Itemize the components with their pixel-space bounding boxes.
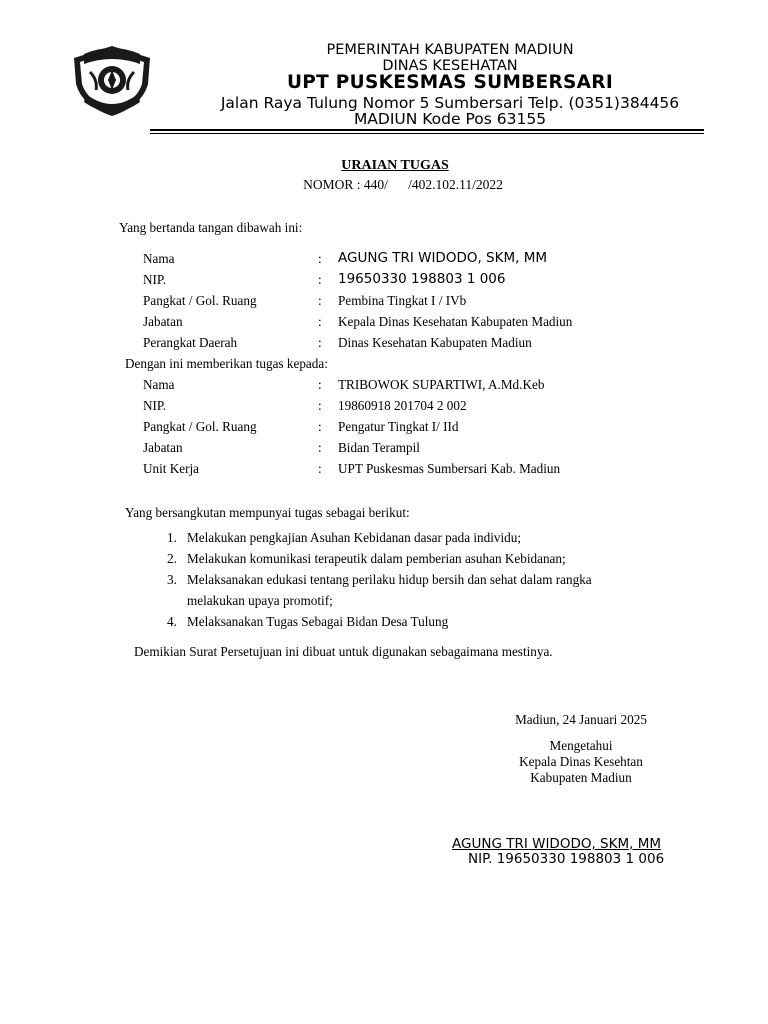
field-label: Pangkat / Gol. Ruang [143, 419, 257, 434]
closing-statement: Demikian Surat Persetujuan ini dibuat untuk digunakan sebagaimana mestinya. [134, 644, 553, 659]
field-colon: : [318, 314, 322, 329]
field-colon: : [318, 251, 322, 266]
task-item: Melakukan pengkajian Asuhan Kebidanan dasar pada individu; [187, 530, 521, 545]
field-label: NIP. [143, 272, 167, 287]
signatory-nip: 19650330 198803 1 006 [338, 271, 506, 287]
letterhead-institution: UPT PUSKESMAS SUMBERSARI [286, 72, 614, 93]
field-colon: : [318, 419, 322, 434]
tasks-intro: Yang bersangkutan mempunyai tugas sebagai berikut: [125, 505, 410, 520]
signatory-title: Kepala Dinas Kesehtan [519, 754, 643, 769]
field-colon: : [318, 293, 322, 308]
signatory-position: Kepala Dinas Kesehatan Kabupaten Madiun [338, 314, 573, 329]
letterhead-government: PEMERINTAH KABUPATEN MADIUN [326, 42, 574, 58]
field-colon: : [318, 377, 322, 392]
task-item: Melakukan komunikasi terapeutik dalam pemberian asuhan Kebidanan; [187, 551, 566, 566]
field-label: Nama [143, 377, 175, 392]
signatory-name: AGUNG TRI WIDODO, SKM, MM [338, 250, 547, 266]
assignee-unit: UPT Puskesmas Sumbersari Kab. Madiun [338, 461, 561, 476]
field-label: Perangkat Daerah [143, 335, 238, 350]
assignee-name: TRIBOWOK SUPARTIWI, A.Md.Keb [338, 377, 545, 392]
letterhead-rule-thick [150, 129, 704, 131]
letterhead-department: DINAS KESEHATAN [382, 58, 518, 74]
document-number: NOMOR : 440/ /402.102.11/2022 [303, 177, 503, 192]
emblem-icon [70, 44, 154, 118]
task-item: Melaksanakan edukasi tentang perilaku hidup bersih dan sehat dalam rangka [187, 572, 592, 587]
task-number: 3. [167, 572, 177, 587]
assignee-rank: Pengatur Tingkat I/ IId [338, 419, 459, 434]
letterhead-address: Jalan Raya Tulung Nomor 5 Sumbersari Telp. (0351)384456 [220, 94, 680, 112]
intro-signatory: Yang bertanda tangan dibawah ini: [119, 220, 303, 235]
task-number: 4. [167, 614, 177, 629]
field-label: Unit Kerja [143, 461, 200, 476]
signature-nip: NIP. 19650330 198803 1 006 [468, 851, 665, 867]
assignee-position: Bidan Terampil [338, 440, 420, 455]
intro-assignee: Dengan ini memberikan tugas kepada: [125, 356, 328, 371]
field-label: Pangkat / Gol. Ruang [143, 293, 257, 308]
task-number: 1. [167, 530, 177, 545]
signatory-rank: Pembina Tingkat I / IVb [338, 293, 467, 308]
field-colon: : [318, 335, 322, 350]
field-label: Jabatan [143, 314, 183, 329]
field-colon: : [318, 398, 322, 413]
signatory-regency: Kabupaten Madiun [530, 770, 632, 785]
letterhead-city-postcode: MADIUN Kode Pos 63155 [353, 110, 547, 128]
place-date: Madiun, 24 Januari 2025 [515, 712, 647, 727]
acknowledged-label: Mengetahui [549, 738, 613, 753]
field-label: NIP. [143, 398, 167, 413]
field-label: Nama [143, 251, 175, 266]
task-item: Melaksanakan Tugas Sebagai Bidan Desa Tulung [187, 614, 449, 629]
field-colon: : [318, 461, 322, 476]
task-number: 2. [167, 551, 177, 566]
kabupaten-madiun-emblem [70, 44, 154, 118]
letterhead-rule-thin [150, 133, 704, 134]
field-colon: : [318, 440, 322, 455]
field-colon: : [318, 272, 322, 287]
signature-name: AGUNG TRI WIDODO, SKM, MM [452, 836, 661, 852]
document-title: URAIAN TUGAS [341, 158, 449, 173]
signatory-agency: Dinas Kesehatan Kabupaten Madiun [338, 335, 532, 350]
task-item-continuation: melakukan upaya promotif; [187, 593, 333, 608]
assignee-nip: 19860918 201704 2 002 [338, 398, 467, 413]
field-label: Jabatan [143, 440, 183, 455]
